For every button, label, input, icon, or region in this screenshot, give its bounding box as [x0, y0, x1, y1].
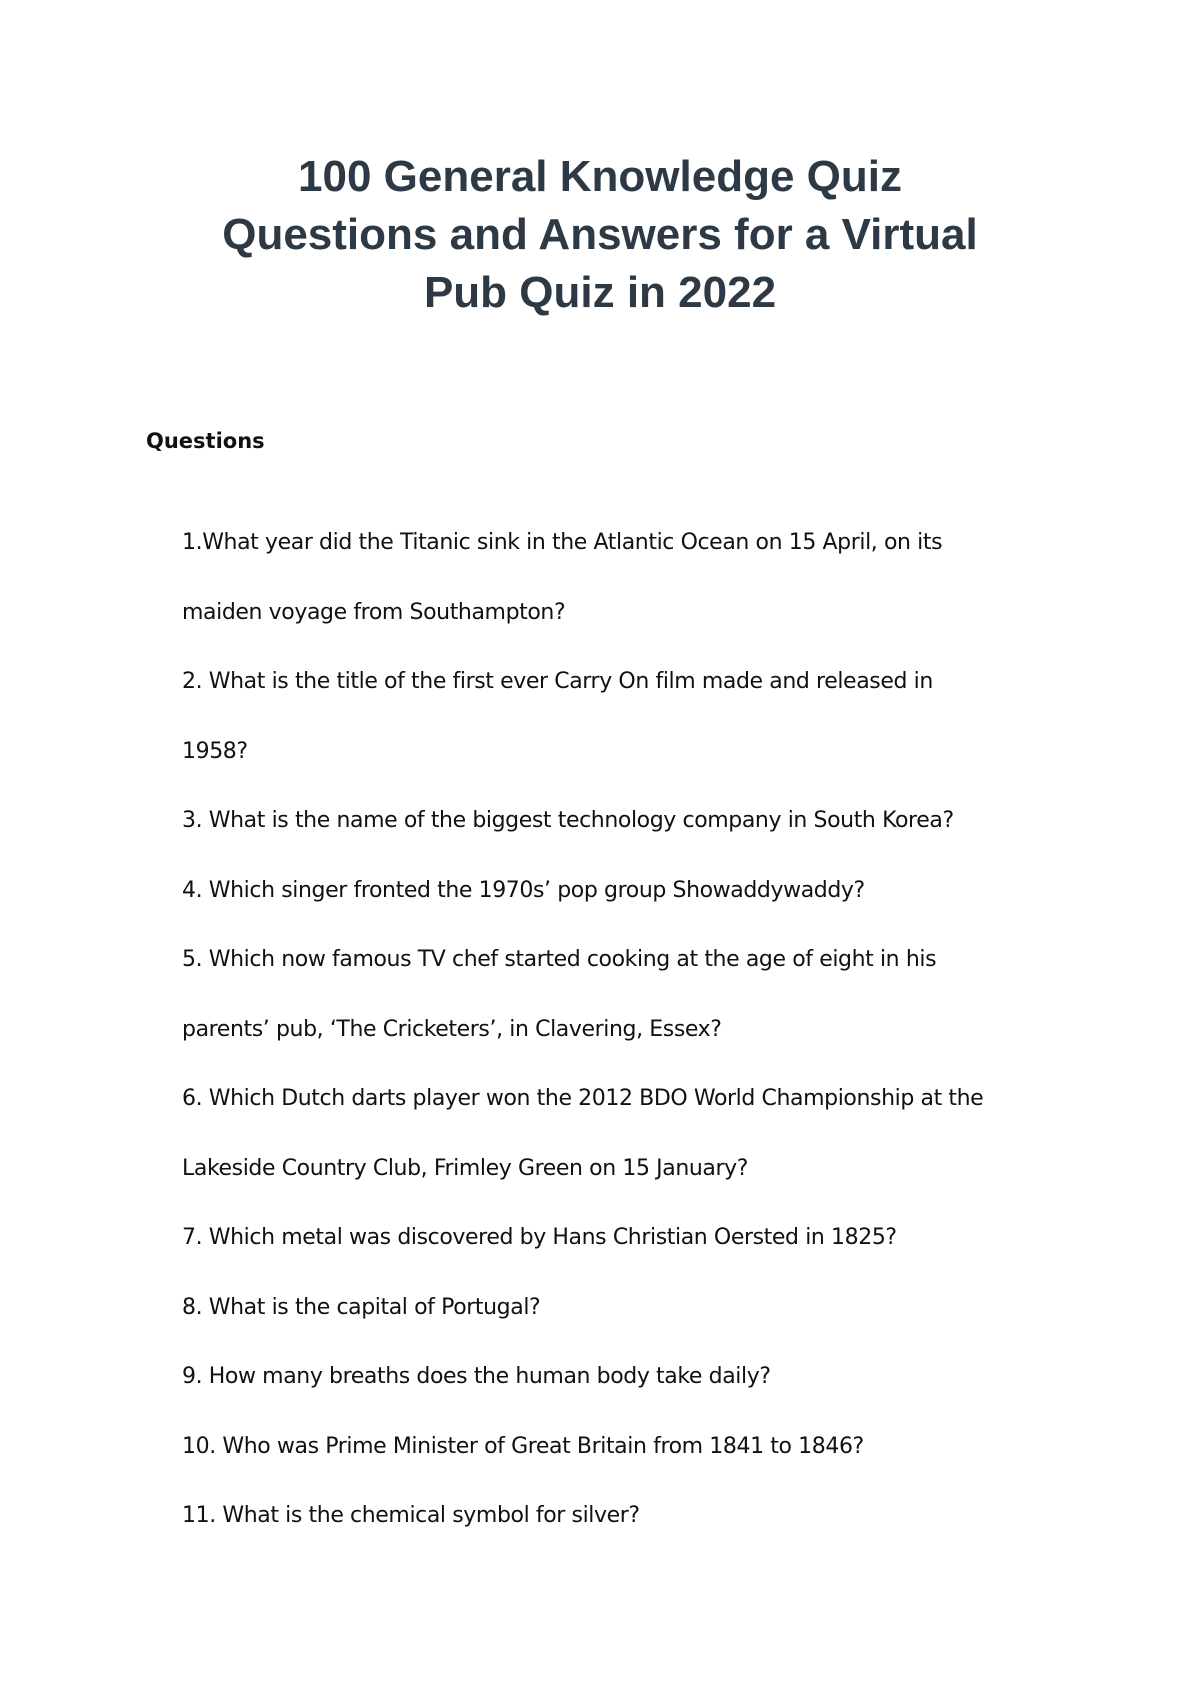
question-line: 11. What is the chemical symbol for silver? — [182, 1503, 640, 1528]
section-heading: Questions — [146, 429, 265, 453]
question-line: 2. What is the title of the first ever Carry On film made and released in — [182, 669, 933, 694]
question-line: 3. What is the name of the biggest technology company in South Korea? — [182, 808, 954, 833]
title-line: Pub Quiz in 2022 — [423, 268, 777, 317]
question-line: 8. What is the capital of Portugal? — [182, 1295, 541, 1320]
question-line: Lakeside Country Club, Frimley Green on 15 January? — [182, 1156, 749, 1181]
question-line: 1.What year did the Titanic sink in the Atlantic Ocean on 15 April, on its — [182, 530, 943, 555]
title-line: Questions and Answers for a Virtual — [222, 210, 978, 259]
question-line: 9. How many breaths does the human body take daily? — [182, 1364, 771, 1389]
question-line: 5. Which now famous TV chef started cooking at the age of eight in his — [182, 947, 937, 972]
question-line: 7. Which metal was discovered by Hans Christian Oersted in 1825? — [182, 1225, 897, 1250]
question-line: maiden voyage from Southampton? — [182, 600, 566, 625]
question-line: 1958? — [182, 739, 248, 764]
question-line: parents’ pub, ‘The Cricketers’, in Clavering, Essex? — [182, 1017, 722, 1042]
title-line: 100 General Knowledge Quiz — [298, 152, 902, 201]
question-line: 4. Which singer fronted the 1970s’ pop group Showaddywaddy? — [182, 878, 865, 903]
page-title — [120, 148, 1080, 322]
question-line: 6. Which Dutch darts player won the 2012 BDO World Championship at the — [182, 1086, 984, 1111]
question-line: 10. Who was Prime Minister of Great Britain from 1841 to 1846? — [182, 1434, 864, 1459]
